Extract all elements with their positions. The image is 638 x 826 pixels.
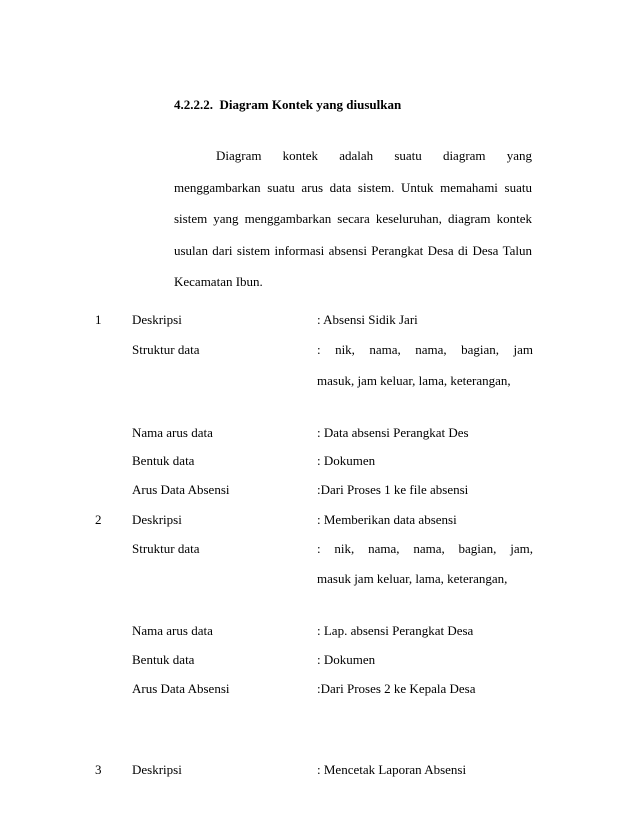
section-number: 4.2.2.2.: [174, 97, 213, 112]
field-label: Deskripsi: [132, 312, 182, 327]
field-value: : Dokumen: [317, 652, 376, 667]
field-label: Bentuk data: [132, 652, 195, 667]
item-1-struktur-row: [0, 342, 638, 360]
item-1-bentuk-row: [0, 453, 638, 471]
field-label: Nama arus data: [132, 623, 213, 638]
field-value: : Data absensi Perangkat Des: [317, 425, 469, 440]
item-2-nama-row: [0, 623, 638, 641]
field-value: masuk, jam keluar, lama, keterangan,: [317, 373, 511, 388]
field-value: masuk jam keluar, lama, keterangan,: [317, 571, 508, 586]
field-value: : Lap. absensi Perangkat Desa: [317, 623, 474, 638]
section-title: Diagram Kontek yang diusulkan: [219, 97, 402, 112]
item-2-struktur-continuation: [0, 571, 638, 589]
item-1-struktur-continuation: [0, 373, 638, 391]
field-value: :Dari Proses 2 ke Kepala Desa: [317, 681, 476, 696]
item-3-deskripsi-row: [0, 762, 638, 780]
field-label: Struktur data: [132, 342, 200, 357]
field-label: Struktur data: [132, 541, 200, 556]
section-heading: [174, 97, 401, 113]
field-value: : nik, nama, nama, bagian, jam,: [317, 541, 533, 556]
intro-paragraph-text: Diagram kontek adalah suatu diagram yang menggambarkan suatu arus data sistem. Untuk memahami suatu sistem yang menggambarkan secara keseluruhan, diagram kontek usulan dari sistem informasi absensi Perangkat Desa di Desa Talun Kecamatan Ibun.: [174, 148, 532, 289]
item-2-arus-row: [0, 681, 638, 699]
field-label: Deskripsi: [132, 762, 182, 777]
item-2-struktur-row: [0, 541, 638, 559]
field-value: : Absensi Sidik Jari: [317, 312, 418, 327]
field-label: Bentuk data: [132, 453, 195, 468]
field-label: Nama arus data: [132, 425, 213, 440]
item-1-deskripsi-row: [0, 312, 638, 330]
intro-paragraph: [174, 140, 532, 298]
item-number: 3: [95, 762, 102, 777]
field-label: Arus Data Absensi: [132, 681, 230, 696]
field-value: :Dari Proses 1 ke file absensi: [317, 482, 469, 497]
item-1-arus-row: [0, 482, 638, 500]
field-label: Deskripsi: [132, 512, 182, 527]
field-value: : Dokumen: [317, 453, 376, 468]
item-number: 2: [95, 512, 102, 527]
item-2-bentuk-row: [0, 652, 638, 670]
item-number: 1: [95, 312, 102, 327]
item-1-nama-row: [0, 425, 638, 443]
item-2-deskripsi-row: [0, 512, 638, 530]
field-value: : Memberikan data absensi: [317, 512, 457, 527]
field-label: Arus Data Absensi: [132, 482, 230, 497]
field-value: : Mencetak Laporan Absensi: [317, 762, 467, 777]
field-value: : nik, nama, nama, bagian, jam: [317, 342, 533, 357]
